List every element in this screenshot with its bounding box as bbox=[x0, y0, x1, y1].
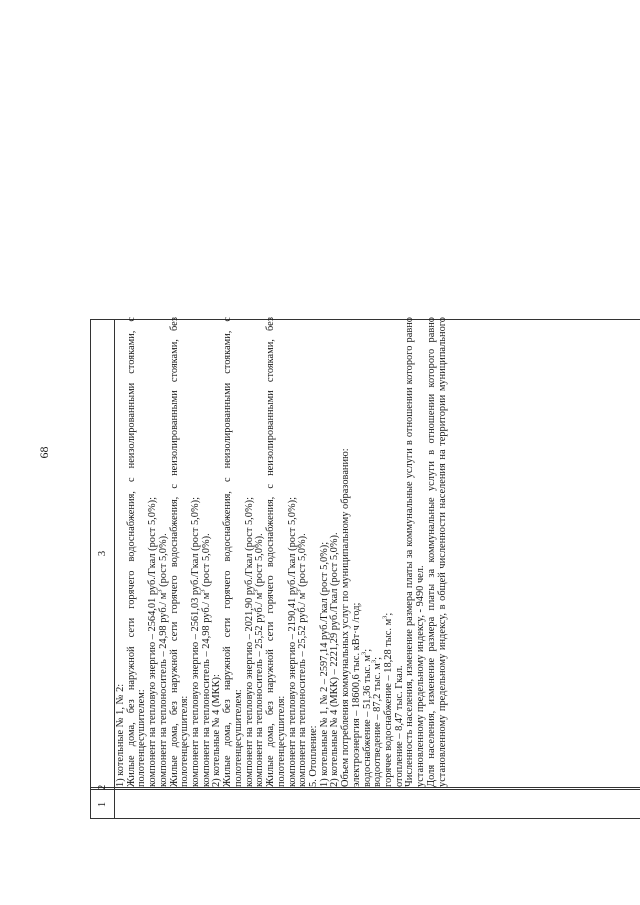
text-line-main: Жилые дома, без наружной сети горячего водоснабжения, с неизолированными стояками, без bbox=[265, 317, 277, 787]
text-line-main: компонент на тепловую энергию – 2190,41 руб./Гкал (рост 5,0%); bbox=[286, 497, 298, 787]
text-line-main: Доля населения, изменение размера платы за коммунальные услуги в отношении которого равно bbox=[425, 317, 437, 787]
text-line-tail: ; bbox=[361, 648, 373, 652]
text-line-main: Объем потребления коммунальных услуг по муниципальному образованию: bbox=[340, 448, 352, 787]
text-line-tail: ; bbox=[372, 657, 384, 660]
text-line-main: полотенцесушителем: bbox=[136, 689, 148, 787]
header-col-3: 3 bbox=[97, 550, 108, 557]
superscript: 3 bbox=[199, 589, 207, 593]
text-line-main: полотенцесушителя: bbox=[275, 695, 287, 787]
text-line-tail: (рост 5,0%). bbox=[200, 533, 212, 590]
column-divider-2 bbox=[90, 784, 640, 790]
text-line-tail: (рост 5,0%). bbox=[297, 533, 309, 590]
text-line-main: водоотведение – 87,2 тыс. м bbox=[372, 663, 384, 787]
text-line-main: Жилые дома, без наружной сети горячего водоснабжения, с неизолированными стояками, с bbox=[222, 317, 234, 787]
table-left-border bbox=[90, 818, 640, 819]
superscript: 3 bbox=[370, 659, 378, 664]
superscript: 3 bbox=[381, 615, 389, 619]
cell-content bbox=[116, 317, 448, 787]
text-line-tail: (рост 5,0%). bbox=[254, 533, 266, 590]
superscript: 3 bbox=[156, 589, 164, 593]
text-line-main: электроэнергия – 18600,6 тыс. кВт·ч /год; bbox=[350, 602, 362, 787]
text-line-tail: (рост 5,0%). bbox=[157, 533, 169, 590]
text-line-main: отопление – 8,47 тыс. Гкал. bbox=[393, 665, 405, 787]
column-divider-1 bbox=[90, 784, 640, 790]
text-line-main: водоснабжение – 51,36 тыс. м bbox=[361, 655, 373, 787]
text-line bbox=[295, 317, 309, 787]
text-line-main: горячее водоснабжение – 18,28 тыс. м bbox=[382, 618, 394, 787]
text-line-main: Численность населения, изменение размера платы за коммунальные услуги в отношении которого равно bbox=[404, 317, 416, 787]
superscript: 3 bbox=[295, 589, 303, 593]
text-line-main: полотенцесушителя: bbox=[179, 695, 191, 787]
text-line-main: полотенцесушителем: bbox=[232, 689, 244, 787]
text-line-main: Жилые дома, без наружной сети горячего водоснабжения, с неизолированными стояками, с bbox=[125, 317, 137, 787]
text-line-main: 5. Отопление: bbox=[307, 725, 319, 787]
text-line-main: компонент на теплоноситель – 24,98 руб./ м bbox=[157, 592, 169, 787]
header-col-2: 2 bbox=[97, 784, 108, 790]
text-line-main: компонент на теплоноситель – 25,52 руб./ м bbox=[297, 592, 309, 787]
text-line-main: 1) котельные № 1, № 2: bbox=[115, 683, 126, 787]
text-line-main: 2) котельные № 4 (МКК): bbox=[211, 674, 223, 787]
header-col-1: 1 bbox=[97, 801, 108, 808]
superscript: 3 bbox=[252, 589, 260, 593]
text-line-main: 2) котельные № 4 (МКК) – 2221,29 руб./Гкал (рост 5,0%). bbox=[329, 532, 341, 787]
text-line-main: установленному предельному индексу, - 9490 чел. bbox=[415, 565, 427, 787]
text-line bbox=[438, 317, 449, 787]
table-top-border bbox=[90, 319, 91, 819]
text-line-main: компонент на теплоноситель – 24,98 руб./ м bbox=[200, 592, 212, 787]
text-line-main: Жилые дома, без наружной сети горячего водоснабжения, с неизолированными стояками, без bbox=[168, 317, 180, 787]
text-line-main: компонент на теплоноситель – 25,52 руб./ м bbox=[254, 592, 266, 787]
text-line-main: компонент на тепловую энергию – 2564,01 руб./Гкал (рост 5,0%); bbox=[147, 497, 159, 787]
text-line-main: 1) котельные № 1, № 2 – 2597,14 руб./Гкал (рост 5,0%); bbox=[318, 541, 330, 787]
text-line-tail: ; bbox=[382, 612, 394, 616]
text-line-main: компонент на тепловую энергию – 2561,03 руб./Гкал (рост 5,0%); bbox=[190, 497, 202, 787]
text-line-main: установленному предельному индексу, в общей численности населения на территории муниципального bbox=[436, 317, 448, 787]
page-number: 68 bbox=[37, 446, 51, 459]
superscript: 3 bbox=[360, 651, 368, 656]
text-line-main: компонент на тепловую энергию – 2021,90 руб./Гкал (рост 5,0%); bbox=[243, 497, 255, 787]
